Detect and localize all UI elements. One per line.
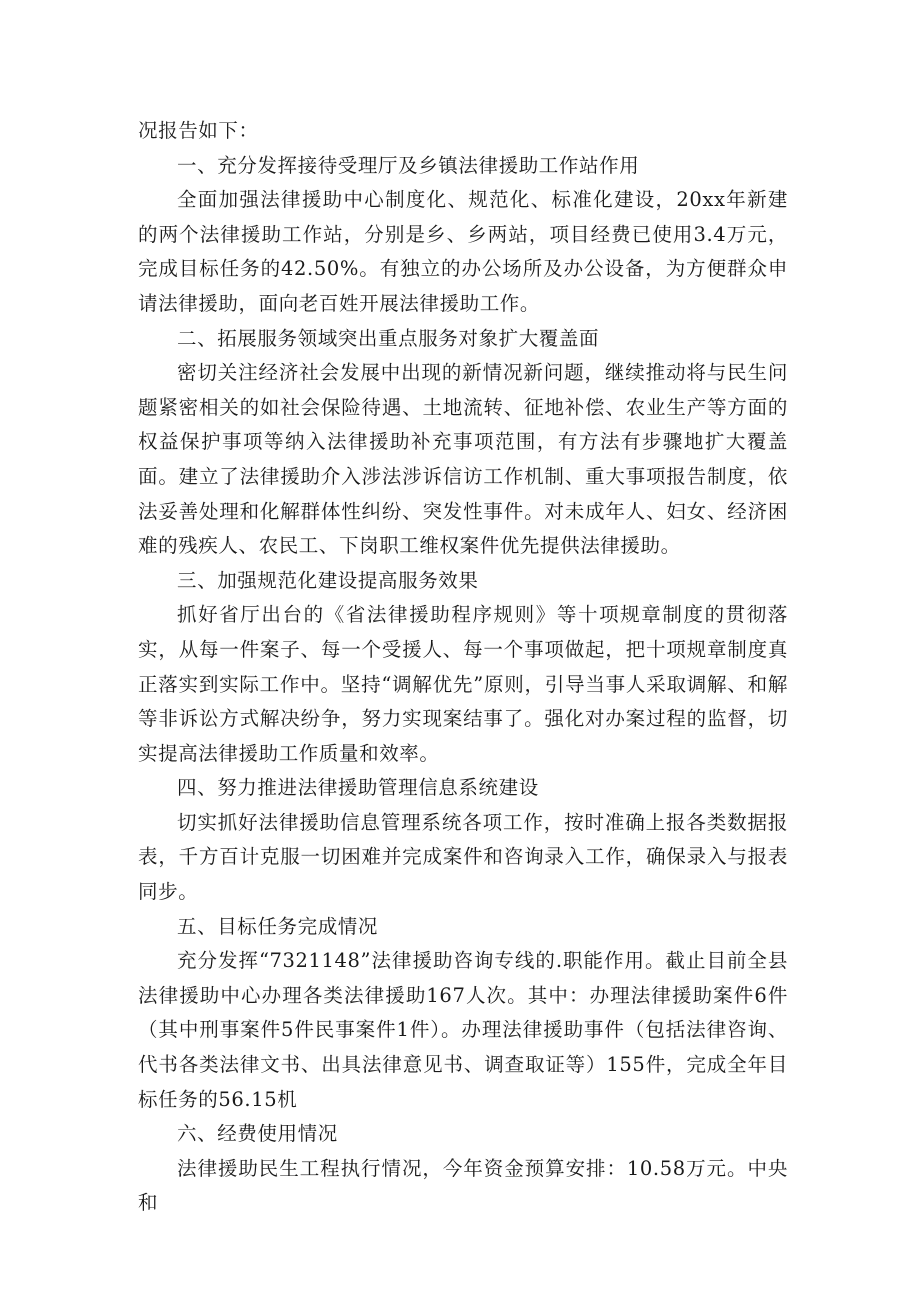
paragraph-1: 全面加强法律援助中心制度化、规范化、标准化建设，20xx年新建的两个法律援助工作站，分别是乡、乡两站，项目经费已使用3.4万元，完成目标任务的42.50%。有独立的办公场所及办公设备，为方便群众申请法律援助，面向老百姓开展法律援助工作。 (138, 188, 788, 315)
section-heading-5: 五、目标任务完成情况 (177, 914, 379, 938)
section-heading-4: 四、努力推进法律援助管理信息系统建设 (177, 776, 539, 800)
paragraph-6: 法律援助民生工程执行情况，今年资金预算安排：10.58万元。中央和 (138, 1156, 788, 1215)
paragraph-2: 密切关注经济社会发展中出现的新情况新问题，继续推动将与民生问题紧密相关的如社会保险待遇、土地流转、征地补偿、农业生产等方面的权益保护事项等纳入法律援助补充事项范围，有方法有步骤地扩大覆盖面。建立了法律援助介入涉法涉诉信访工作机制、重大事项报告制度，依法妥善处理和化解群体性纠纷、突发性事件。对未成年人、妇女、经济困难的残疾人、农民工、下岗职工维权案件优先提供法律援助。 (138, 361, 788, 558)
section-heading-3: 三、加强规范化建设提高服务效果 (177, 568, 479, 592)
section-heading-2: 二、拓展服务领域突出重点服务对象扩大覆盖面 (177, 326, 600, 350)
paragraph-4: 切实抓好法律援助信息管理系统各项工作，按时准确上报各类数据报表，千方百计克服一切困难并完成案件和咨询录入工作，确保录入与报表同步。 (138, 810, 788, 904)
section-heading-1: 一、充分发挥接待受理厅及乡镇法律援助工作站作用 (177, 153, 640, 177)
paragraph-intro-tail: 况报告如下： (138, 119, 259, 142)
document-body (138, 114, 788, 1221)
paragraph-5: 充分发挥“7321148”法律援助咨询专线的.职能作用。截止目前全县法律援助中心办理各类法律援助167人次。其中：办理法律援助案件6件（其中刑事案件5件民事案件1件）。办理法律援助事件（包括法律咨询、代书各类法律文书、出具法律意见书、调查取证等）155件，完成全年目标任务的56.15机 (138, 949, 788, 1111)
paragraph-3: 抓好省厅出台的《省法律援助程序规则》等十项规章制度的贯彻落实，从每一件案子、每一个受援人、每一个事项做起，把十项规章制度真正落实到实际工作中。坚持“调解优先”原则，引导当事人采取调解、和解等非诉讼方式解决纷争，努力实现案结事了。强化对办案过程的监督，切实提高法律援助工作质量和效率。 (138, 603, 788, 765)
section-heading-6: 六、经费使用情况 (177, 1122, 338, 1146)
